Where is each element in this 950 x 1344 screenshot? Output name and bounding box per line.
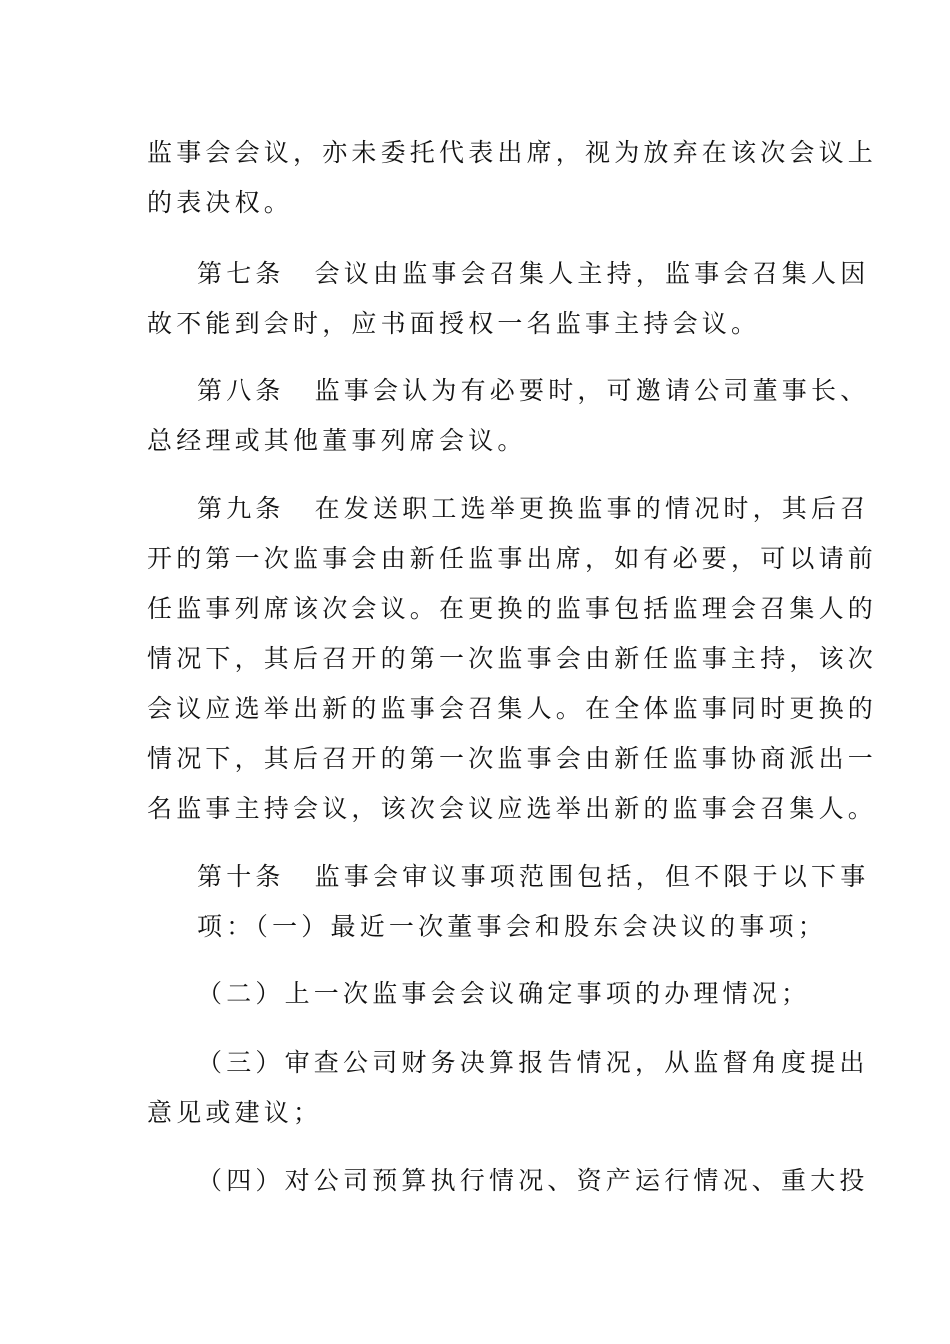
article-10-label: 第十条 bbox=[197, 862, 285, 891]
item-3-line-1: （三）审查公司财务决算报告情况，从监督角度提出 bbox=[197, 1048, 869, 1077]
article-8-label: 第八条 bbox=[197, 376, 285, 405]
paragraph-line: 项：（一）最近一次董事会和股东会决议的事项； bbox=[197, 912, 827, 941]
item-4-line-1: （四）对公司预算执行情况、资产运行情况、重大投 bbox=[197, 1166, 869, 1195]
paragraph-line: 意见或建议； bbox=[147, 1098, 323, 1127]
article-9-label: 第九条 bbox=[197, 494, 285, 523]
article-8-line-1 bbox=[197, 374, 869, 408]
paragraph-line: 的表决权。 bbox=[147, 188, 294, 217]
item-2-line: （二）上一次监事会会议确定事项的办理情况； bbox=[197, 979, 811, 1008]
article-10-text: 监事会审议事项范围包括，但不限于以下事 bbox=[314, 862, 870, 891]
article-7-line-1 bbox=[197, 257, 869, 291]
article-10-line-1 bbox=[197, 860, 869, 894]
article-8-text: 监事会认为有必要时，可邀请公司董事长、 bbox=[314, 376, 870, 405]
paragraph-line: 故不能到会时，应书面授权一名监事主持会议。 bbox=[147, 309, 761, 338]
paragraph-line: 情况下，其后召开的第一次监事会由新任监事主持，该次 bbox=[147, 644, 878, 673]
paragraph-line: 总经理或其他董事列席会议。 bbox=[147, 426, 527, 455]
paragraph-line: 情况下，其后召开的第一次监事会由新任监事协商派出一 bbox=[147, 744, 878, 773]
paragraph-line: 名监事主持会议，该次会议应选举出新的监事会召集人。 bbox=[147, 794, 878, 823]
article-7-label: 第七条 bbox=[197, 259, 285, 288]
article-9-text: 在发送职工选举更换监事的情况时，其后召 bbox=[314, 494, 870, 523]
paragraph-line: 会议应选举出新的监事会召集人。在全体监事同时更换的 bbox=[147, 694, 878, 723]
paragraph-line: 开的第一次监事会由新任监事出席，如有必要，可以请前 bbox=[147, 544, 878, 573]
article-7-text: 会议由监事会召集人主持，监事会召集人因 bbox=[314, 259, 870, 288]
article-9-line-1 bbox=[197, 492, 869, 526]
paragraph-line: 任监事列席该次会议。在更换的监事包括监理会召集人的 bbox=[147, 594, 878, 623]
paragraph-line: 监事会会议，亦未委托代表出席，视为放弃在该次会议上 bbox=[147, 138, 878, 167]
